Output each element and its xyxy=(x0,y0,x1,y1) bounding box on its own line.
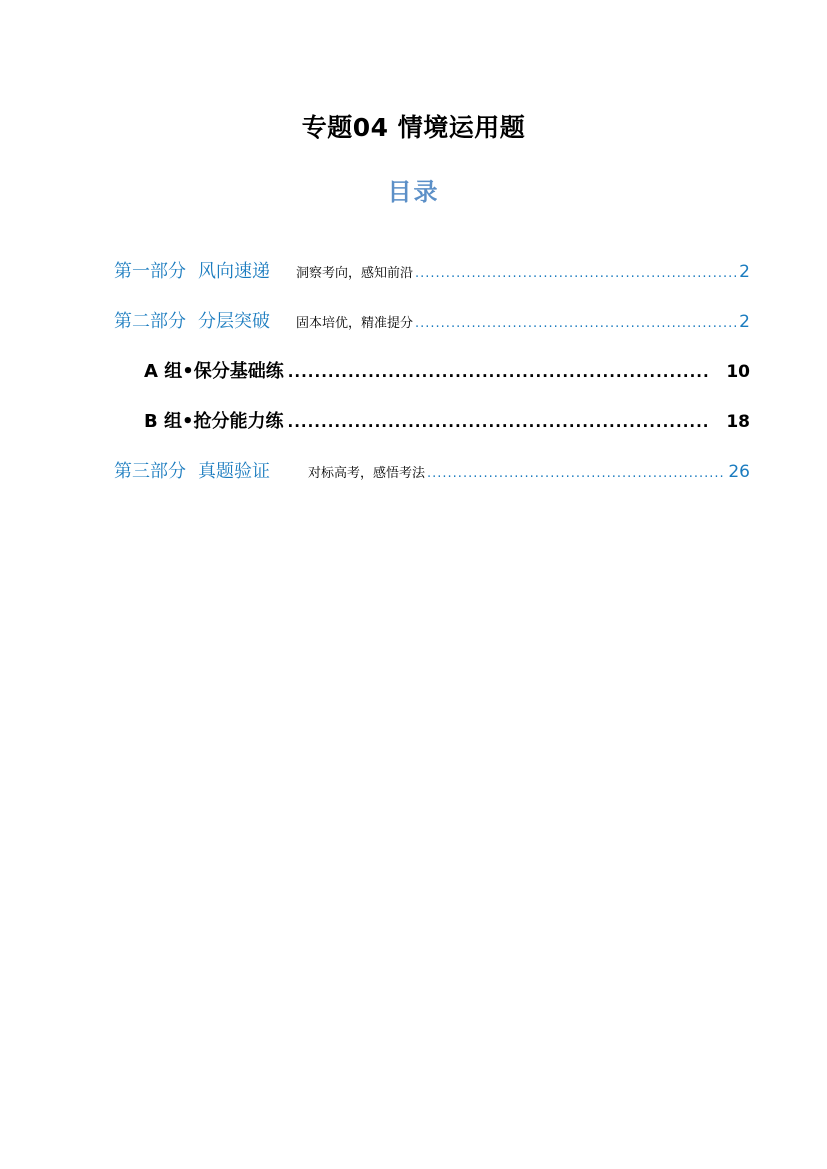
toc-page-number: 2 xyxy=(739,262,750,282)
toc-part-description: 固本培优，精准提分 xyxy=(296,316,414,331)
toc-part-description: 洞察考向，感知前沿 xyxy=(296,266,414,281)
toc-page-number: 2 xyxy=(739,312,750,332)
toc-dot-leader xyxy=(415,266,737,281)
toc-entry-part-2[interactable] xyxy=(114,307,750,333)
toc-entry-part-3[interactable] xyxy=(114,457,750,483)
toc-part-name: 分层突破 xyxy=(198,311,270,332)
toc-entry-group-a[interactable] xyxy=(144,357,750,383)
toc-dot-leader xyxy=(427,466,726,481)
toc-entry-part-1[interactable] xyxy=(114,257,750,283)
toc-group-label: A 组•保分基础练 xyxy=(144,361,284,382)
toc-dot-leader xyxy=(288,413,711,431)
toc-page-number: 26 xyxy=(728,462,750,482)
toc-dot-leader xyxy=(415,316,737,331)
toc-page-number: 10 xyxy=(726,362,750,382)
toc-part-name: 真题验证 xyxy=(198,461,270,482)
toc-group-label: B 组•抢分能力练 xyxy=(144,411,284,432)
toc-page-number: 18 xyxy=(726,412,750,432)
toc-heading: 目录 xyxy=(387,178,440,206)
document-title: 专题04 情境运用题 xyxy=(301,113,526,142)
toc-dot-leader xyxy=(288,363,711,381)
toc-part-description: 对标高考，感悟考法 xyxy=(308,466,426,481)
toc-part-name: 风向速递 xyxy=(198,261,270,282)
toc-entry-group-b[interactable] xyxy=(144,407,750,433)
toc-part-label: 第三部分 xyxy=(114,461,186,482)
toc-part-label: 第二部分 xyxy=(114,311,186,332)
toc-part-label: 第一部分 xyxy=(114,261,186,282)
